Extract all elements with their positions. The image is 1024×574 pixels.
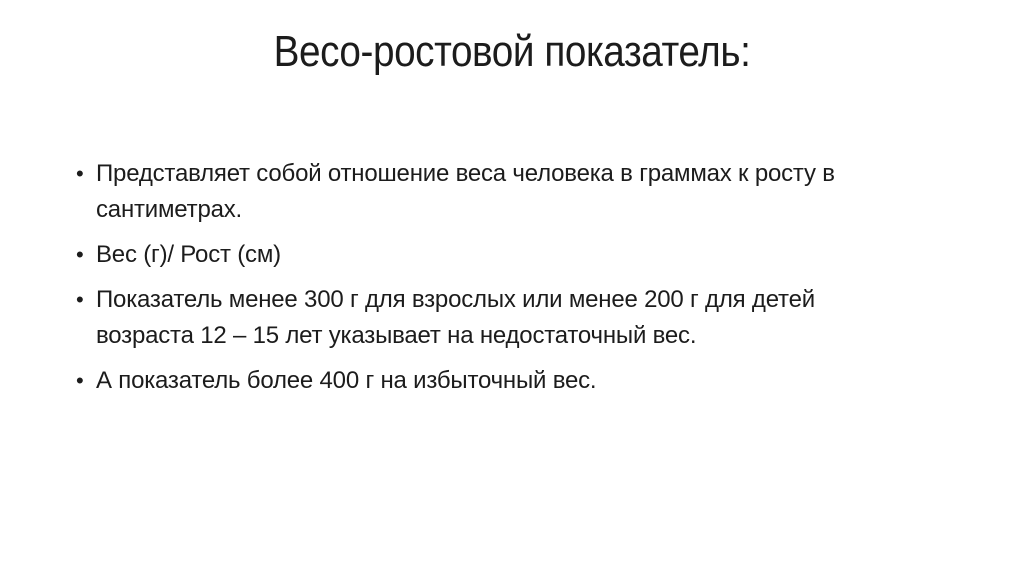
bullet-line: А показатель более 400 г на избыточный вес. — [96, 367, 597, 394]
bullet-item-1 — [62, 156, 984, 228]
slide-title: Весо-ростовой показатель: — [273, 27, 751, 76]
bullet-line: Вес (г)/ Рост (см) — [96, 241, 281, 268]
bullet-marker: • — [76, 242, 84, 267]
bullet-line: Показатель менее 300 г для взрослых или менее 200 г для детей — [96, 286, 815, 313]
bullet-marker: • — [76, 368, 84, 393]
bullet-line: Представляет собой отношение веса человека в граммах к росту в — [96, 160, 835, 187]
bullet-item-3 — [62, 282, 984, 354]
bullet-item-2 — [62, 237, 984, 273]
bullet-line: возраста 12 – 15 лет указывает на недостаточный вес. — [96, 322, 697, 349]
bullet-line: сантиметрах. — [96, 196, 243, 223]
bullet-item-4 — [62, 363, 984, 399]
bullet-marker: • — [76, 287, 84, 312]
bullet-marker: • — [76, 161, 84, 186]
bullet-list — [62, 156, 984, 408]
